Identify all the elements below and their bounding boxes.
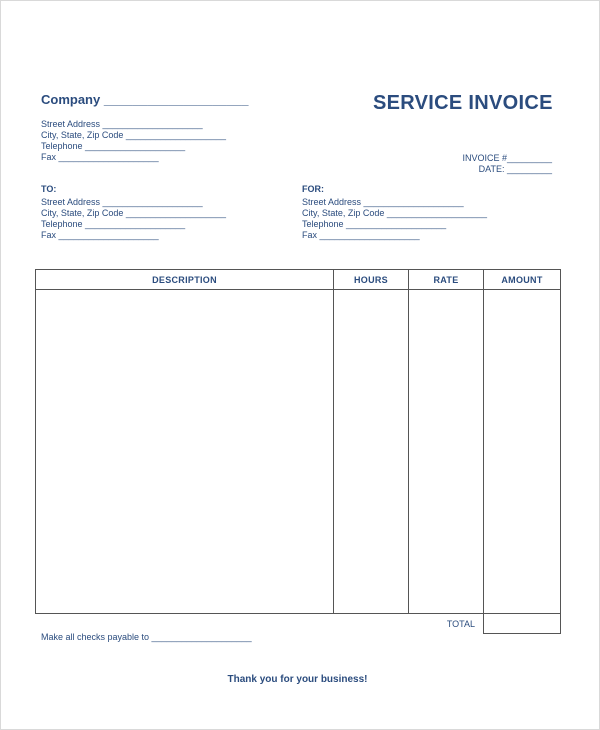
hours-column-header: HOURS bbox=[334, 270, 409, 290]
checks-payable-field: Make all checks payable to ____________________ bbox=[41, 632, 252, 642]
company-name-field: Company ____________________ bbox=[41, 92, 249, 107]
total-amount-cell[interactable] bbox=[484, 614, 561, 634]
table-header-row bbox=[36, 270, 561, 290]
invoice-number-field: INVOICE #_________ bbox=[462, 153, 552, 163]
table-body-row bbox=[36, 290, 561, 614]
invoice-meta-block bbox=[462, 153, 552, 175]
line-items-table bbox=[35, 269, 561, 634]
for-city-field: City, State, Zip Code ____________________ bbox=[302, 208, 487, 218]
from-city-field: City, State, Zip Code ____________________ bbox=[41, 130, 226, 140]
to-fax-field: Fax ____________________ bbox=[41, 230, 159, 240]
invoice-title: SERVICE INVOICE bbox=[373, 92, 553, 114]
rate-column-header: RATE bbox=[409, 270, 484, 290]
thank-you-message: Thank you for your business! bbox=[227, 674, 368, 685]
amount-column-header: AMOUNT bbox=[484, 270, 561, 290]
for-fax-field: Fax ____________________ bbox=[302, 230, 420, 240]
rate-cell[interactable] bbox=[409, 290, 484, 614]
total-label: TOTAL bbox=[446, 618, 475, 629]
to-label: TO: bbox=[41, 184, 57, 194]
to-city-field: City, State, Zip Code ____________________ bbox=[41, 208, 226, 218]
to-telephone-field: Telephone ____________________ bbox=[41, 219, 186, 229]
from-telephone-field: Telephone ____________________ bbox=[41, 141, 186, 151]
amount-cell[interactable] bbox=[484, 290, 561, 614]
for-street-field: Street Address ____________________ bbox=[302, 197, 464, 207]
from-street-field: Street Address ____________________ bbox=[41, 119, 203, 129]
description-column-header: DESCRIPTION bbox=[36, 270, 334, 290]
for-label: FOR: bbox=[302, 184, 324, 194]
to-street-field: Street Address ____________________ bbox=[41, 197, 203, 207]
invoice-date-field: DATE: _________ bbox=[478, 164, 552, 174]
total-row bbox=[36, 614, 561, 634]
for-telephone-field: Telephone ____________________ bbox=[302, 219, 447, 229]
from-address-block bbox=[41, 119, 226, 163]
description-cell[interactable] bbox=[36, 290, 334, 614]
to-address-block bbox=[41, 197, 226, 241]
from-fax-field: Fax ____________________ bbox=[41, 152, 159, 162]
hours-cell[interactable] bbox=[334, 290, 409, 614]
for-address-block bbox=[302, 197, 487, 241]
